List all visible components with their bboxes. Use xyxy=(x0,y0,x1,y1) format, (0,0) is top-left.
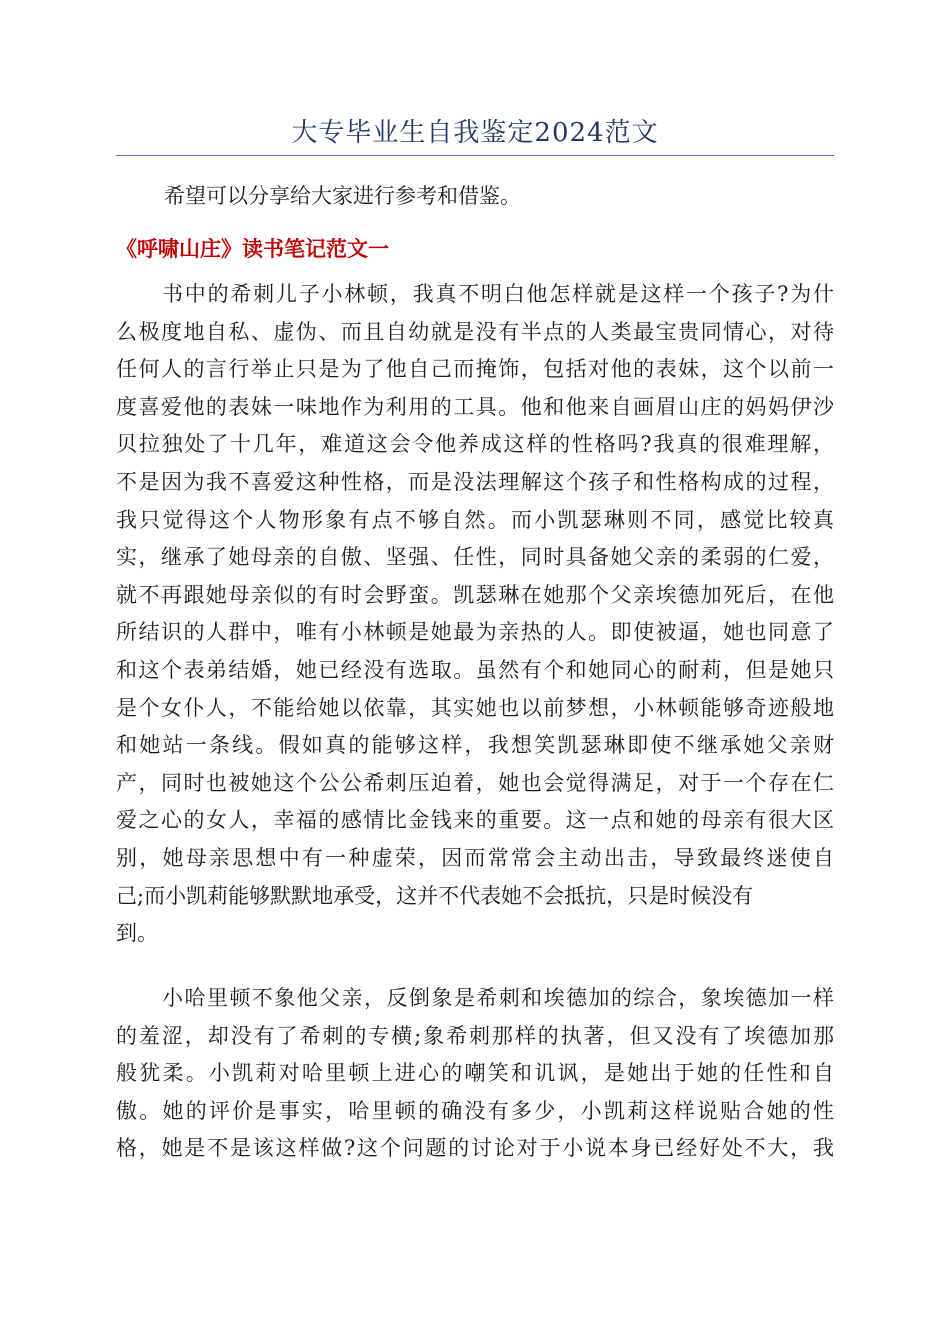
paragraph-2 xyxy=(116,980,834,1168)
paragraph-line: 傲。她的评价是事实，哈里顿的确没有多少，小凯莉这样说贴合她的性 xyxy=(116,1098,834,1123)
paragraph-line: 和这个表弟结婚，她已经没有选取。虽然有个和她同心的耐莉，但是她只 xyxy=(116,657,834,682)
paragraph-line: 是个女仆人，不能给她以依靠，其实她也以前梦想，小林顿能够奇迹般地 xyxy=(116,695,834,720)
paragraph-line: 任何人的言行举止只是为了他自己而掩饰，包括对他的表妹，这个以前一 xyxy=(116,357,834,382)
paragraph-line: 实，继承了她母亲的自傲、坚强、任性，同时具备她父亲的柔弱的仁爱， xyxy=(116,545,834,570)
paragraph-line: 所结识的人群中，唯有小林顿是她最为亲热的人。即使被逼，她也同意了 xyxy=(116,620,834,645)
paragraph-line: 爱之心的女人，幸福的感情比金钱来的重要。这一点和她的母亲有很大区 xyxy=(116,808,834,833)
paragraph-line: 不是因为我不喜爱这种性格，而是没法理解这个孩子和性格构成的过程， xyxy=(116,469,834,494)
paragraph-line: 的羞涩，却没有了希刺的专横;象希刺那样的执著，但又没有了埃德加那 xyxy=(116,1023,834,1048)
paragraph-line: 我只觉得这个人物形象有点不够自然。而小凯瑟琳则不同，感觉比较真 xyxy=(116,507,834,532)
paragraph-line: 么极度地自私、虚伪、而且自幼就是没有半点的人类最宝贵同情心，对待 xyxy=(116,319,834,344)
document-title: 大专毕业生自我鉴定2024范文 xyxy=(291,118,659,148)
paragraph-line: 产，同时也被她这个公公希刺压迫着，她也会觉得满足，对于一个存在仁 xyxy=(116,770,834,795)
intro-text: 希望可以分享给大家进行参考和借鉴。 xyxy=(164,184,521,208)
paragraph-line: 般犹柔。小凯莉对哈里顿上进心的嘲笑和讥讽，是她出于她的任性和自 xyxy=(116,1061,834,1086)
paragraph-line: 贝拉独处了十几年，难道这会令他养成这样的性格吗?我真的很难理解， xyxy=(116,432,834,457)
paragraph-line: 度喜爱他的表妹一味地作为利用的工具。他和他来自画眉山庄的妈妈伊沙 xyxy=(116,394,834,419)
paragraph-line: 和她站一条线。假如真的能够这样，我想笑凯瑟琳即使不继承她父亲财 xyxy=(116,733,834,758)
paragraph-line: 己;而小凯莉能够默默地承受，这并不代表她不会抵抗，只是时候没有 xyxy=(116,883,754,908)
paragraph-line: 就不再跟她母亲似的有时会野蛮。凯瑟琳在她那个父亲埃德加死后，在他 xyxy=(116,582,834,607)
paragraph-line: 小哈里顿不象他父亲，反倒象是希刺和埃德加的综合，象埃德加一样 xyxy=(162,986,834,1010)
title-underline xyxy=(116,155,834,156)
paragraph-line: 别，她母亲思想中有一种虚荣，因而常常会主动出击，导致最终迷使自 xyxy=(116,845,834,870)
paragraph-line: 书中的希刺儿子小林顿，我真不明白他怎样就是这样一个孩子?为什 xyxy=(162,282,834,306)
paragraph-line: 格，她是不是该这样做?这个问题的讨论对于小说本身已经好处不大，我 xyxy=(116,1136,834,1161)
paragraph-line: 到。 xyxy=(116,921,158,946)
section-heading: 《呼啸山庄》读书笔记范文一 xyxy=(116,237,389,261)
paragraph-1 xyxy=(116,276,834,953)
